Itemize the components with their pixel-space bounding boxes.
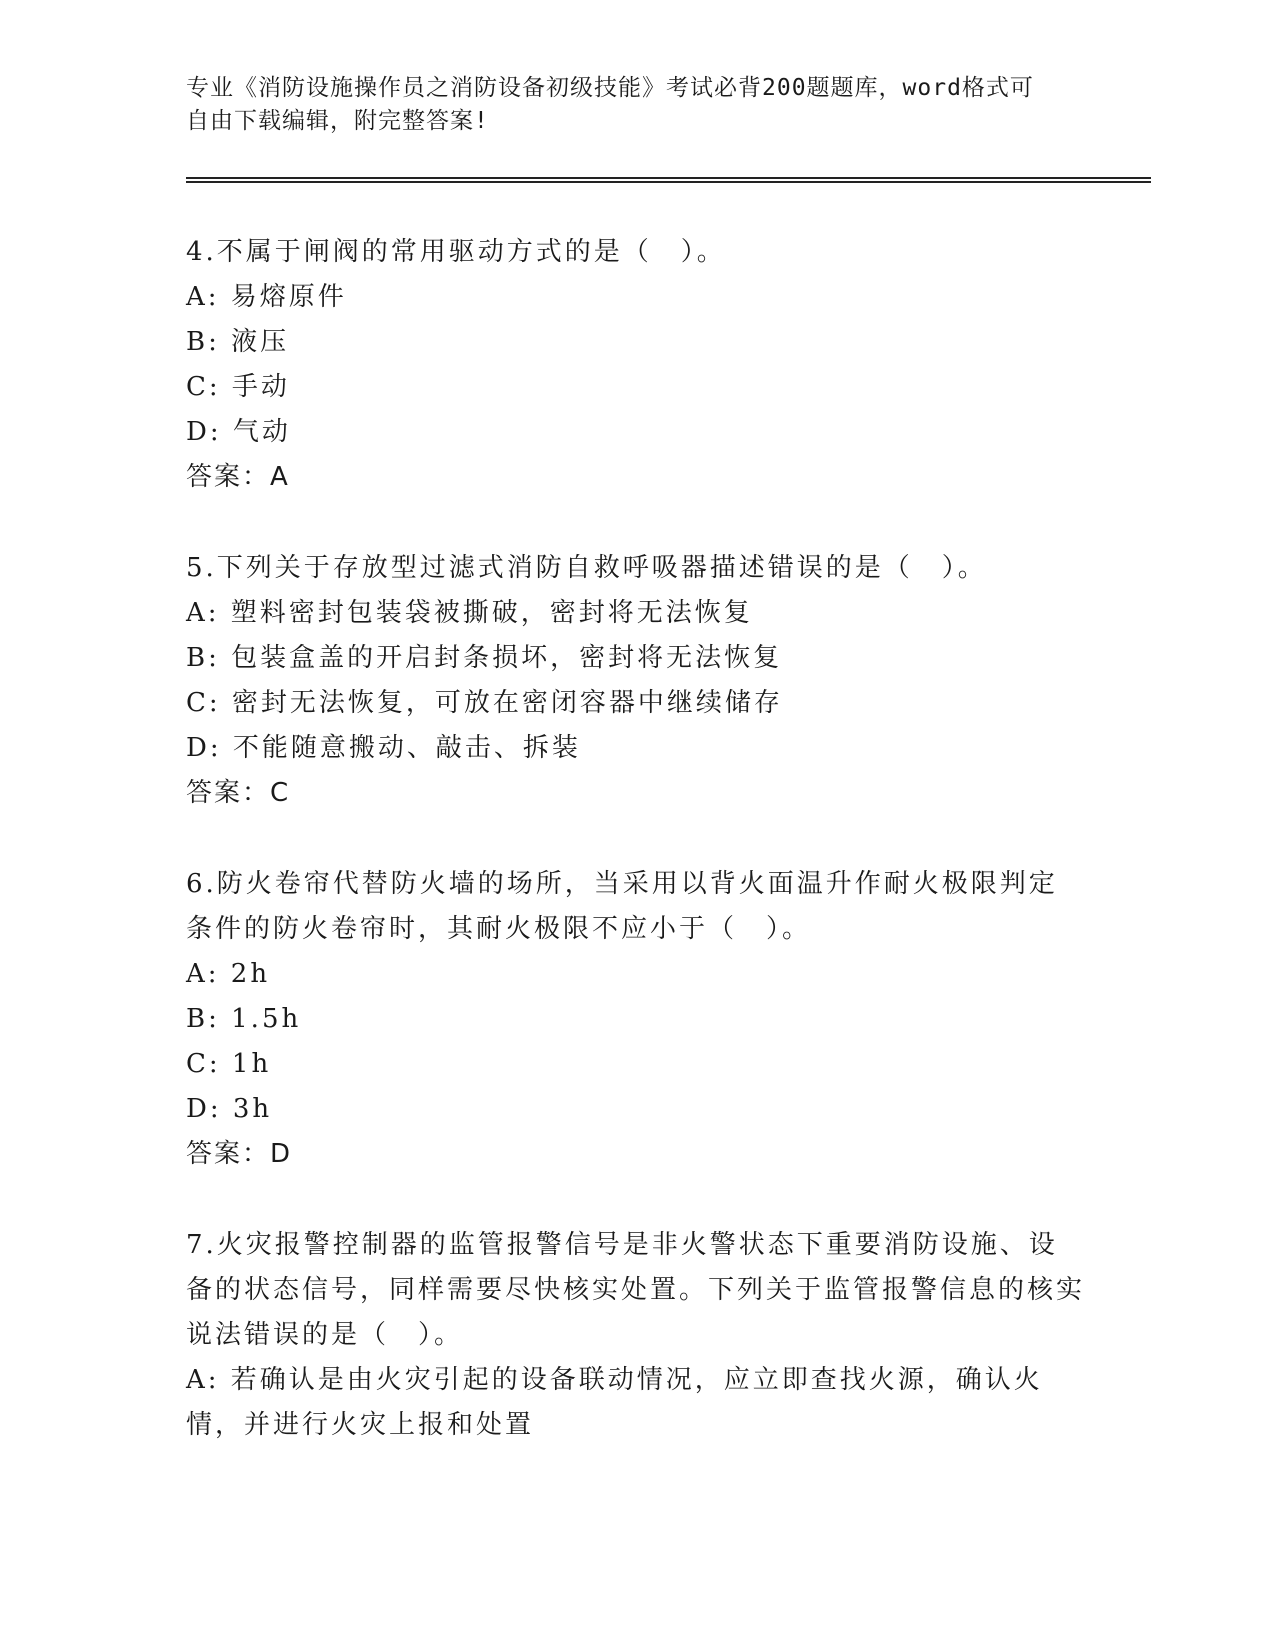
option-d: D: 气动 bbox=[186, 417, 291, 447]
header-divider-bottom bbox=[186, 181, 1151, 183]
question-list bbox=[186, 230, 1086, 1494]
question-stem: 4.不属于闸阀的常用驱动方式的是（ ）。 bbox=[186, 237, 726, 267]
option-a: A: 若确认是由火灾引起的设备联动情况，应立即查找火源，确认火情，并进行火灾上报和处置 bbox=[186, 1365, 1043, 1440]
answer: 答案：C bbox=[186, 778, 291, 808]
question-stem: 7.火灾报警控制器的监管报警信号是非火警状态下重要消防设施、设备的状态信号，同样需要尽快核实处置。下列关于监管报警信息的核实说法错误的是（ ）。 bbox=[186, 1230, 1086, 1350]
question-7 bbox=[186, 1223, 1086, 1448]
option-a: A: 易熔原件 bbox=[186, 282, 347, 312]
option-c: C: 1h bbox=[186, 1049, 272, 1079]
answer: 答案：D bbox=[186, 1139, 293, 1169]
option-b: B: 1.5h bbox=[186, 1004, 302, 1034]
option-c: C: 手动 bbox=[186, 372, 290, 402]
document-header bbox=[186, 72, 1086, 138]
option-b: B: 液压 bbox=[186, 327, 290, 357]
question-5 bbox=[186, 546, 1086, 816]
header-line-2: 自由下载编辑，附完整答案! bbox=[186, 108, 489, 134]
question-stem: 5.下列关于存放型过滤式消防自救呼吸器描述错误的是（ ）。 bbox=[186, 553, 987, 583]
question-stem: 6.防火卷帘代替防火墙的场所，当采用以背火面温升作耐火极限判定条件的防火卷帘时，其耐火极限不应小于（ ）。 bbox=[186, 869, 1058, 944]
option-b: B: 包装盒盖的开启封条损坏，密封将无法恢复 bbox=[186, 643, 783, 673]
header-divider-top bbox=[186, 177, 1151, 179]
option-a: A: 塑料密封包装袋被撕破，密封将无法恢复 bbox=[186, 598, 753, 628]
question-4 bbox=[186, 230, 1086, 500]
answer: 答案：A bbox=[186, 462, 290, 492]
option-d: D: 3h bbox=[186, 1094, 273, 1124]
question-6 bbox=[186, 862, 1086, 1177]
option-a: A: 2h bbox=[186, 959, 271, 989]
option-c: C: 密封无法恢复，可放在密闭容器中继续储存 bbox=[186, 688, 783, 718]
header-line-1: 专业《消防设施操作员之消防设备初级技能》考试必背200题题库，word格式可 bbox=[186, 75, 1034, 101]
option-d: D: 不能随意搬动、敲击、拆装 bbox=[186, 733, 581, 763]
